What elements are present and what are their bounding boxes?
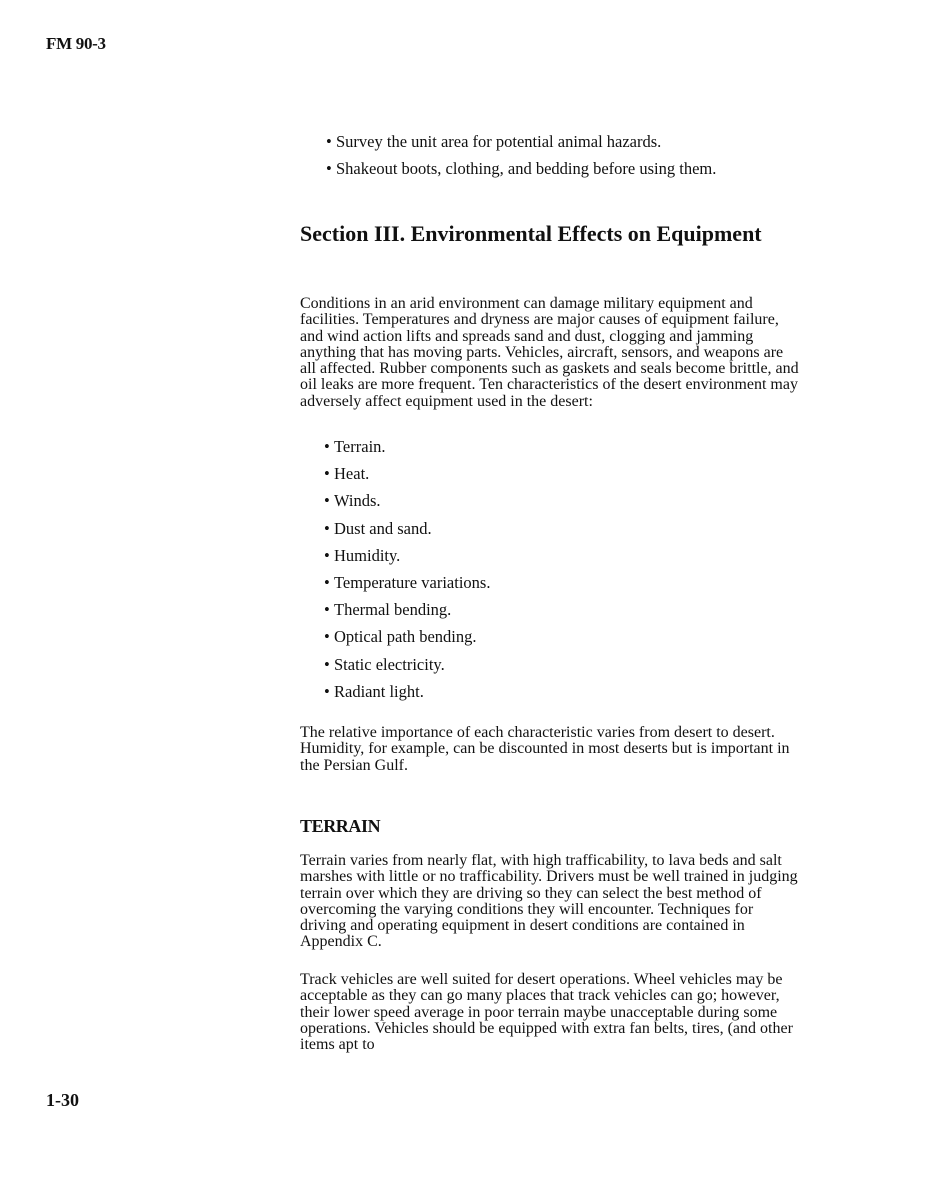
intro-paragraph: Conditions in an arid environment can damage military equipment and facilities. Temperatures and dryness are major causes of equipment failure, and wind action lifts and spreads sand and dust, clogging and jamming anything that has moving parts. Vehicles, aircraft, sensors, and weapons are all affected. Rubber components such as gaskets and seals become brittle, and oil leaks are more frequent. Ten characteristics of the desert environment may adversely affect equipment used in the desert: — [300, 295, 799, 410]
bullet-icon: • — [324, 600, 330, 620]
list-item — [324, 542, 784, 569]
list-item-text: Temperature variations. — [334, 572, 491, 592]
list-item-text: Radiant light. — [334, 681, 424, 701]
list-item-text: Terrain. — [334, 437, 386, 456]
list-item — [324, 569, 784, 596]
list-item-text: Winds. — [334, 491, 381, 511]
list-item-text: Optical path bending. — [334, 627, 477, 647]
bullet-icon: • — [324, 545, 330, 565]
bullet-icon: • — [324, 491, 330, 511]
list-item-text: Dust and sand. — [334, 518, 432, 538]
terrain-heading: TERRAIN — [300, 816, 381, 836]
list-item — [324, 651, 784, 678]
section-title: Section III. Environmental Effects on Equipment — [300, 221, 762, 246]
list-item — [324, 433, 784, 460]
list-item-text: Shakeout boots, clothing, and bedding before using them. — [336, 159, 717, 178]
bullet-icon: • — [326, 132, 332, 151]
bullet-icon: • — [324, 572, 330, 592]
page-number: 1-30 — [46, 1090, 79, 1110]
manual-id-header: FM 90-3 — [46, 34, 106, 53]
list-item — [324, 515, 784, 542]
bullet-icon: • — [324, 654, 330, 674]
bullet-icon: • — [324, 627, 330, 647]
bullet-icon: • — [324, 518, 330, 538]
track-vehicles-paragraph: Track vehicles are well suited for desert operations. Wheel vehicles may be acceptable as they can go many places that track vehicles can go; however, their lower speed average in poor terrain maybe unacceptable during some operations. Vehicles should be equipped with extra fan belts, tires, (and other items apt to — [300, 971, 793, 1054]
list-item-text: Thermal bending. — [334, 600, 452, 620]
bullet-icon: • — [324, 681, 330, 701]
list-item — [324, 460, 784, 487]
hazard-precautions-list — [326, 128, 806, 182]
list-item — [324, 487, 784, 514]
list-item — [324, 623, 784, 650]
list-item-text: Survey the unit area for potential animal hazards. — [336, 132, 662, 151]
list-item-text: Heat. — [334, 464, 370, 484]
list-item — [324, 678, 784, 705]
bullet-icon: • — [324, 464, 330, 484]
list-item — [326, 128, 806, 155]
list-item-text: Static electricity. — [334, 654, 445, 674]
relative-importance-paragraph: The relative importance of each characteristic varies from desert to desert. Humidity, for example, can be discounted in most deserts but is important in the Persian Gulf. — [300, 724, 790, 774]
bullet-icon: • — [326, 159, 332, 178]
terrain-paragraph: Terrain varies from nearly flat, with high trafficability, to lava beds and salt marshes with little or no trafficability. Drivers must be well trained in judging terrain over which they are driving so they can select the best method of overcoming the varying conditions they will encounter. Techniques for driving and operating equipment in desert conditions are contained in Appendix C. — [300, 852, 798, 951]
list-item — [324, 596, 784, 623]
bullet-icon: • — [324, 437, 330, 456]
desert-characteristics-list — [324, 433, 784, 705]
list-item-text: Humidity. — [334, 545, 401, 565]
list-item — [326, 155, 806, 182]
